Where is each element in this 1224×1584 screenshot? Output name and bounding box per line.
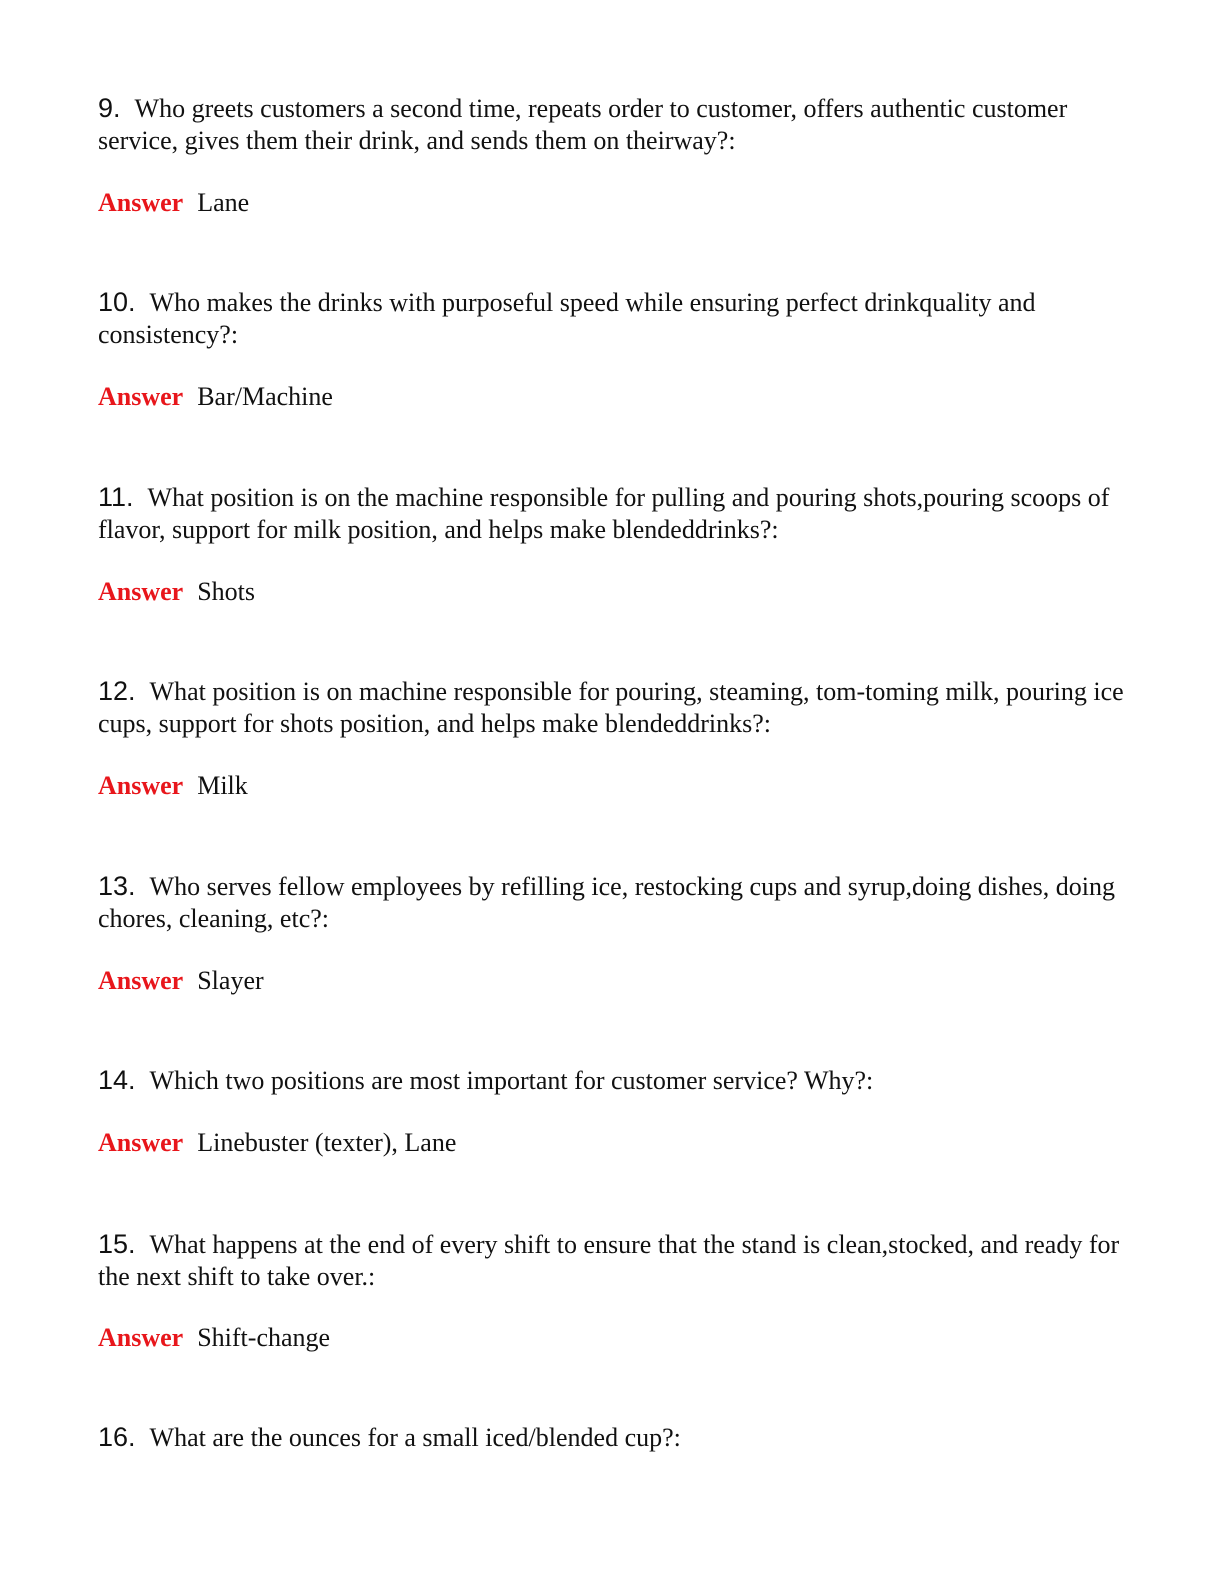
- answer-text: Linebuster (texter), Lane: [197, 1128, 457, 1157]
- answer-text: Slayer: [197, 966, 264, 995]
- question-text: [98, 1421, 1128, 1454]
- question-text: [98, 286, 1128, 351]
- question-text: [98, 92, 1128, 157]
- question-block-10: [98, 286, 1128, 411]
- question-number: 11.: [98, 482, 134, 512]
- question-body: Which two positions are most important for customer service? Why?:: [149, 1066, 874, 1095]
- answer-text: Bar/Machine: [197, 382, 333, 411]
- question-body: What position is on the machine responsible for pulling and pouring shots,pouring scoops of flavor, support for milk position, and helps make blendeddrinks?:: [98, 483, 1110, 544]
- answer-text: Lane: [197, 188, 250, 217]
- answer-label: Answer: [98, 382, 184, 411]
- question-block-12: [98, 675, 1128, 800]
- answer-line: [98, 1127, 456, 1159]
- question-number: 15.: [98, 1229, 136, 1259]
- question-number: 12.: [98, 676, 136, 706]
- question-text: [98, 1064, 1128, 1097]
- answer-label: Answer: [98, 966, 184, 995]
- answer-line: [98, 770, 248, 802]
- question-body: Who serves fellow employees by refilling ice, restocking cups and syrup,doing dishes, doing chores, cleaning, etc?:: [98, 872, 1115, 933]
- question-body: Who makes the drinks with purposeful speed while ensuring perfect drinkquality and consistency?:: [98, 288, 1036, 349]
- answer-line: [98, 187, 249, 219]
- question-block-9: [98, 92, 1128, 217]
- question-block-11: [98, 481, 1128, 606]
- answer-label: Answer: [98, 188, 184, 217]
- question-number: 10.: [98, 287, 136, 317]
- question-block-13: [98, 870, 1128, 995]
- answer-label: Answer: [98, 771, 184, 800]
- question-text: [98, 870, 1128, 935]
- question-text: [98, 481, 1128, 546]
- answer-label: Answer: [98, 1323, 184, 1352]
- question-body: Who greets customers a second time, repeats order to customer, offers authentic customer service, gives them their drink, and sends them on theirway?:: [98, 94, 1068, 155]
- question-block-15: [98, 1228, 1128, 1352]
- answer-label: Answer: [98, 577, 184, 606]
- question-number: 14.: [98, 1065, 136, 1095]
- question-number: 16.: [98, 1422, 136, 1452]
- question-number: 9.: [98, 93, 121, 123]
- question-body: What are the ounces for a small iced/blended cup?:: [149, 1423, 681, 1452]
- question-body: What happens at the end of every shift to ensure that the stand is clean,stocked, and ready for the next shift to take over.:: [98, 1230, 1120, 1291]
- answer-text: Shots: [197, 577, 256, 606]
- answer-text: Shift-change: [197, 1323, 331, 1352]
- question-block-14: [98, 1064, 1128, 1157]
- answer-label: Answer: [98, 1128, 184, 1157]
- answer-line: [98, 1322, 330, 1354]
- question-text: [98, 675, 1128, 740]
- question-text: [98, 1228, 1128, 1293]
- answer-line: [98, 381, 333, 413]
- question-body: What position is on machine responsible for pouring, steaming, tom-toming milk, pouring ice cups, support for shots position, and helps make blendeddrinks?:: [98, 677, 1124, 738]
- answer-line: [98, 576, 255, 608]
- answer-line: [98, 965, 264, 997]
- answer-text: Milk: [197, 771, 248, 800]
- question-block-16: [98, 1421, 1128, 1454]
- question-number: 13.: [98, 871, 136, 901]
